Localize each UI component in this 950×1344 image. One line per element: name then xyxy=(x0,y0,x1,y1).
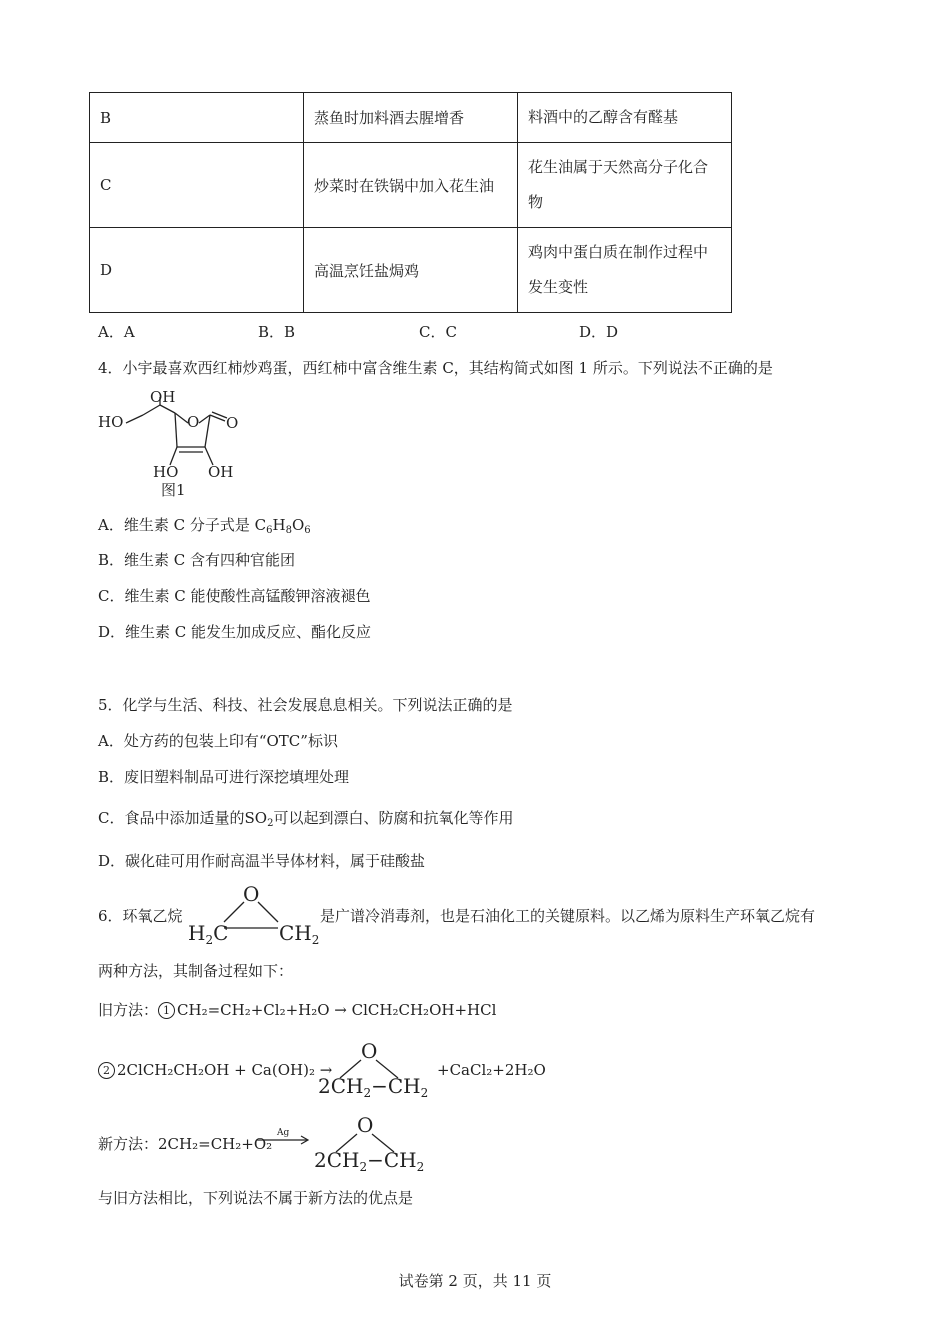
q3-option-c[interactable]: C．C xyxy=(419,323,457,341)
q3-option-a[interactable]: A．A xyxy=(98,323,135,341)
q6-stem-line2: 两种方法，其制备过程如下： xyxy=(98,962,294,980)
q5-option-b[interactable]: B．废旧塑料制品可进行深挖填埋处理 xyxy=(98,768,350,786)
svg-text:H2C: $H_2C$ xyxy=(188,921,229,945)
epoxide-structure xyxy=(186,880,321,945)
old-method-step2: 2 2ClCH₂CH₂OH + Ca(OH)₂ → xyxy=(98,1061,332,1079)
q4-option-c[interactable]: C．维生素 C 能使酸性高锰酸钾溶液褪色 xyxy=(98,587,371,605)
q6-stem-prefix: 6．环氧乙烷 xyxy=(98,907,183,925)
q5-stem: 5．化学与生活、科技、社会发展息息相关。下列说法正确的是 xyxy=(98,696,513,714)
table-cell-option: B xyxy=(90,93,304,143)
svg-text:Ag: Ag xyxy=(277,1128,290,1138)
svg-text:2CH2−CH2: $2CH_2-CH_2$ xyxy=(318,1074,429,1100)
old-method-step1: 旧方法： 1 CH₂=CH₂+Cl₂+H₂O → ClCH₂CH₂OH+HCl xyxy=(98,1001,497,1019)
q6-final-question: 与旧方法相比，下列说法不属于新方法的优点是 xyxy=(98,1189,414,1207)
q3-option-b[interactable]: B．B xyxy=(258,323,296,341)
q4-stem: 4．小宇最喜欢西红柿炒鸡蛋，西红柿中富含维生素 C，其结构简式如图 1 所示。下列说法不正确的是 xyxy=(98,359,773,377)
q4-option-b[interactable]: B．维生素 C 含有四种官能团 xyxy=(98,551,296,569)
q4-option-d[interactable]: D．维生素 C 能发生加成反应、酯化反应 xyxy=(98,623,372,641)
o-carbonyl-label: O xyxy=(226,414,239,432)
q6-stem-suffix: 是广谱冷消毒剂，也是石油化工的关键原料。以乙烯为原料生产环氧乙烷有 xyxy=(320,907,816,925)
table-row xyxy=(90,93,732,143)
table-cell-practice: 炒菜时在铁锅中加入花生油 xyxy=(304,143,518,228)
q3-option-d[interactable]: D．D xyxy=(579,323,619,341)
table-row xyxy=(90,143,732,228)
o-ring-label: O xyxy=(187,413,200,431)
table-cell-reason: 鸡肉中蛋白质在制作过程中发生变性 xyxy=(518,228,732,313)
answer-table xyxy=(89,92,732,313)
page-footer: 试卷第 2 页，共 11 页 xyxy=(398,1272,552,1290)
table-cell-practice: 高温烹饪盐焗鸡 xyxy=(304,228,518,313)
svg-text:O: O xyxy=(243,882,260,906)
svg-text:O: O xyxy=(357,1113,374,1137)
vitamin-c-structure xyxy=(95,385,255,500)
svg-text:2CH2−CH2: $2CH_2-CH_2$ xyxy=(314,1148,425,1174)
q5-option-d[interactable]: D．碳化硅可用作耐高温半导体材料，属于硅酸盐 xyxy=(98,852,426,870)
ho-bottom-label: HO xyxy=(153,463,179,481)
table-cell-practice: 蒸鱼时加料酒去腥增香 xyxy=(304,93,518,143)
old-method-step2-right: +CaCl₂+2H₂O xyxy=(437,1061,546,1079)
epoxide-product-2 xyxy=(312,1112,437,1174)
table-cell-option: C xyxy=(90,143,304,228)
q5-option-a[interactable]: A．处方药的包装上印有“OTC”标识 xyxy=(98,732,338,750)
q4-option-a[interactable]: A．维生素 C 分子式是 $C_6H_8O_6$ xyxy=(98,516,311,536)
figure-caption: 图1 xyxy=(161,481,186,499)
svg-text:CH2: $CH_2$ xyxy=(279,921,320,945)
table-row xyxy=(90,228,732,313)
new-method: 新方法：2CH₂=CH₂+O₂ xyxy=(98,1135,273,1153)
table-cell-option: D xyxy=(90,228,304,313)
table-cell-reason: 花生油属于天然高分子化合物 xyxy=(518,143,732,228)
oh-bottom-label: OH xyxy=(208,463,234,481)
oh-label: OH xyxy=(150,388,176,406)
table-cell-reason: 料酒中的乙醇含有醛基 xyxy=(518,93,732,143)
epoxide-product-1 xyxy=(316,1038,436,1100)
ho-label: HO xyxy=(98,413,124,431)
q5-option-c[interactable]: C．食品中添加适量的$SO_2$可以起到漂白、防腐和抗氧化等作用 xyxy=(98,809,514,829)
reaction-arrow xyxy=(255,1126,315,1148)
svg-text:O: O xyxy=(361,1039,378,1063)
